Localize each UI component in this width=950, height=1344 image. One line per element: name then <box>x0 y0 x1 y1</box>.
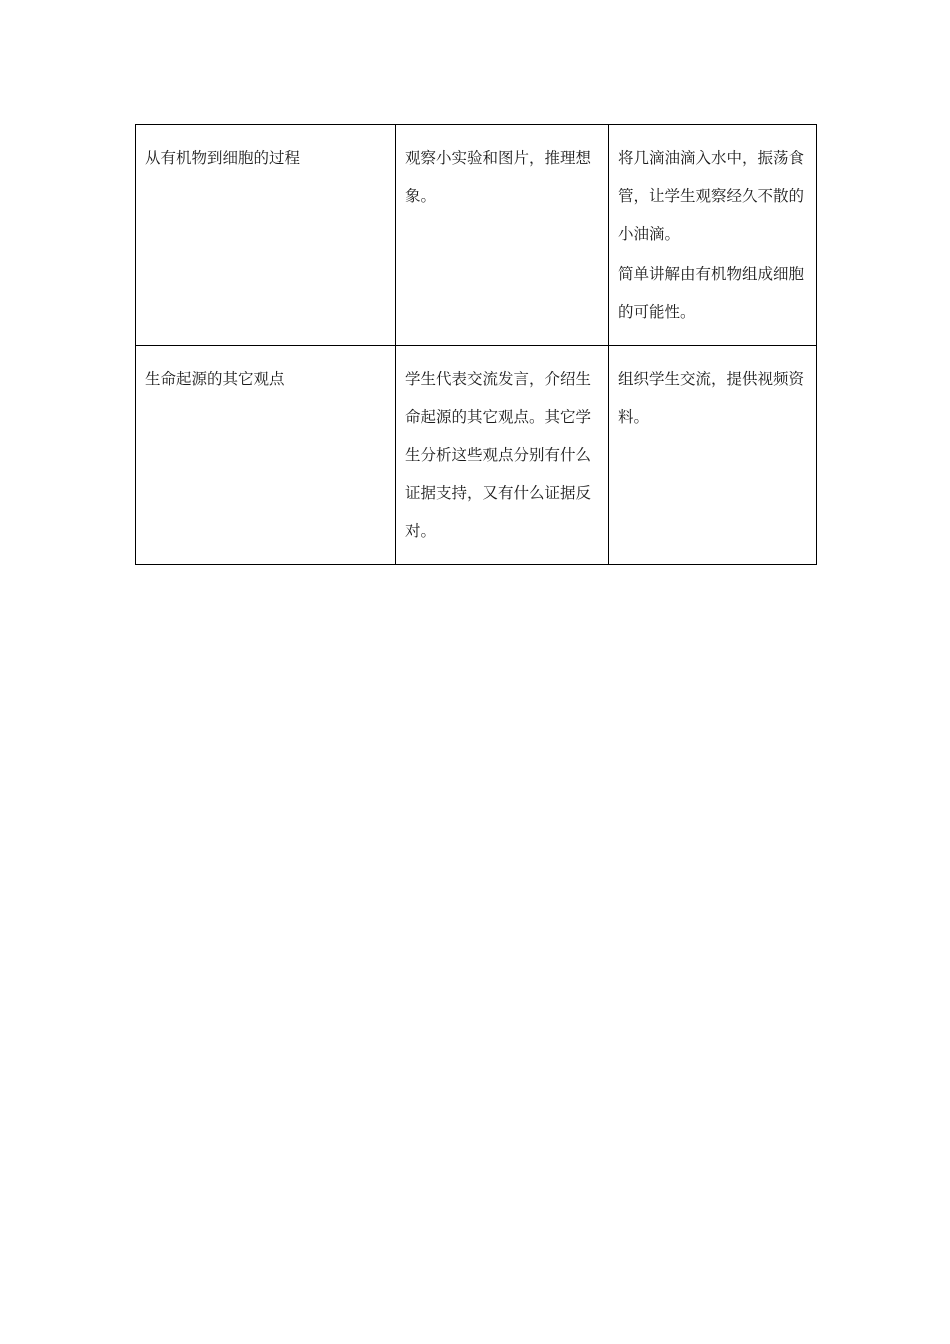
lesson-table <box>135 124 817 565</box>
table-row <box>136 346 817 565</box>
teacher-activity-paragraph: 简单讲解由有机物组成细胞的可能性。 <box>618 265 805 321</box>
teacher-activity-paragraph: 将几滴油滴入水中，振荡食管，让学生观察经久不散的小油滴。 <box>618 149 805 243</box>
table-row <box>136 125 817 346</box>
topic-cell <box>136 125 396 346</box>
student-activity-text: 观察小实验和图片，推理想象。 <box>405 149 592 205</box>
student-activity-cell <box>396 125 609 346</box>
student-activity-text: 学生代表交流发言，介绍生命起源的其它观点。其它学生分析这些观点分别有什么证据支持，又有什么证据反对。 <box>405 370 592 540</box>
student-activity-cell <box>396 346 609 565</box>
topic-text: 生命起源的其它观点 <box>145 370 285 388</box>
topic-cell <box>136 346 396 565</box>
topic-text: 从有机物到细胞的过程 <box>145 149 301 167</box>
teacher-activity-paragraph: 组织学生交流，提供视频资料。 <box>618 370 805 426</box>
teacher-activity-cell <box>609 346 817 565</box>
teacher-activity-cell <box>609 125 817 346</box>
